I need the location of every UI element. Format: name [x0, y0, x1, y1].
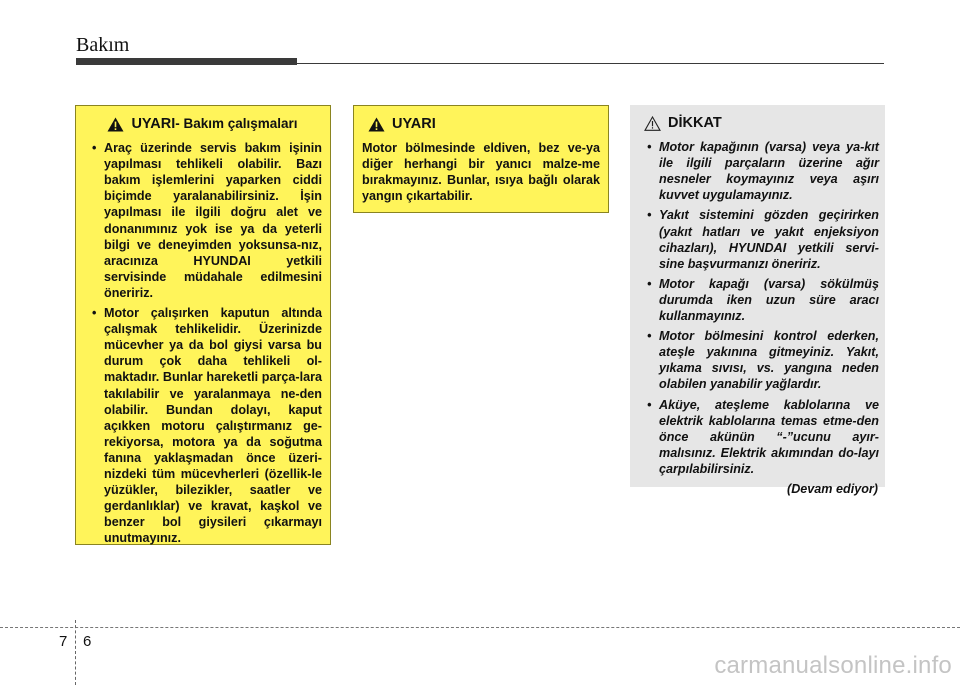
warning-triangle-icon	[107, 117, 124, 132]
warning-text: Motor bölmesinde eldiven, bez ve-ya diğer herhangi bir yanıcı malze-me bırakmayınız. Bunlar, ısıya bağlı olarak yangın çıkartabilir.	[362, 141, 600, 204]
list-item: • Aküye, ateşleme kablolarına ve elektrik kablolarına temas etme-den önce akünün “-”ucunu ayır-malısınız. Elektrik akımından do-layı çarpılabilirsiniz.	[647, 397, 879, 476]
warning-title-label: UYARI	[131, 116, 176, 132]
warning-title-label: UYARI	[392, 116, 436, 132]
caution-list	[638, 139, 879, 477]
warning-list	[83, 140, 322, 546]
caution-title	[638, 115, 879, 131]
warning-triangle-icon	[368, 117, 385, 132]
continued-label: (Devam ediyor)	[787, 481, 878, 496]
warning-title	[362, 116, 600, 132]
list-item: • Motor kapağı (varsa) sökülmüş durumda iken uzun süre aracı kullanmayınız.	[647, 276, 879, 324]
header-title: Bakım	[76, 34, 130, 56]
caution-title-label: DİKKAT	[668, 115, 722, 131]
caution-triangle-icon	[644, 116, 661, 131]
warning-title	[83, 116, 322, 132]
warning-box-flammable	[353, 105, 609, 213]
list-item: • Yakıt sistemini gözden geçirirken (yakıt hatları ve yakıt enjeksiyon cihazları), HYUNDAI yetkili servi-sine başvurmanızı öneririz.	[647, 208, 879, 271]
caution-box	[630, 105, 885, 496]
list-item: • Araç üzerinde servis bakım işinin yapılması tehlikeli olabilir. Bazı bakım işlemlerini yaparken ciddi biçimde yaralanabilirsiniz. İşin yapılması ile ilgili doğru alet ve donanımınız yok ise ya da yeterli bilgi ve deneyimden yoksunsa-nız, aracınıza HYUNDAI yetkili servisinde müdahale edilmesini öneririz.	[92, 141, 322, 300]
footer-dashed-divider	[75, 620, 76, 685]
list-item: • Motor çalışırken kaputun altında çalışmak tehlikelidir. Üzerinizde mücevher ya da bol giysi varsa bu durum çok daha tehlikeli ol-maktadır. Bunlar hareketli parça-lara takılabilir ve yaralanmaya ne-den olabilir. Bundan dolayı, kaput açıkken motoru çalıştırmanız ge-rekiyorsa, motora ya da soğutma fanına yaklaşmadan önce üzeri-nizdeki tüm mücevherleri (özellik-le yüzükler, bilezikler, saatler ve gerdanlıklar) ve kravat, kaşkol ve benzer bol giysileri çıkarmayı unutmayınız.	[92, 306, 322, 546]
warning-title-sub: - Bakım çalışmaları	[175, 116, 298, 131]
footer-dashed-rule	[0, 627, 960, 628]
list-item: • Motor kapağının (varsa) veya ya-kıt ile ilgili parçaların üzerine ağır nesneler koymayınız veya aşırı kuvvet uygulamayınız.	[647, 140, 879, 203]
list-item: • Motor bölmesini kontrol ederken, ateşle yakınına gitmeyiniz. Yakıt, yıkama sıvısı, vs. yangına neden olabilen yanabilir yağlardır.	[647, 329, 879, 392]
warning-box-maintenance	[75, 105, 331, 545]
header-rule	[76, 63, 884, 64]
chapter-number: 7	[59, 633, 68, 650]
page-number: 6	[83, 633, 92, 650]
watermark: carmanualsonline.info	[714, 652, 952, 679]
